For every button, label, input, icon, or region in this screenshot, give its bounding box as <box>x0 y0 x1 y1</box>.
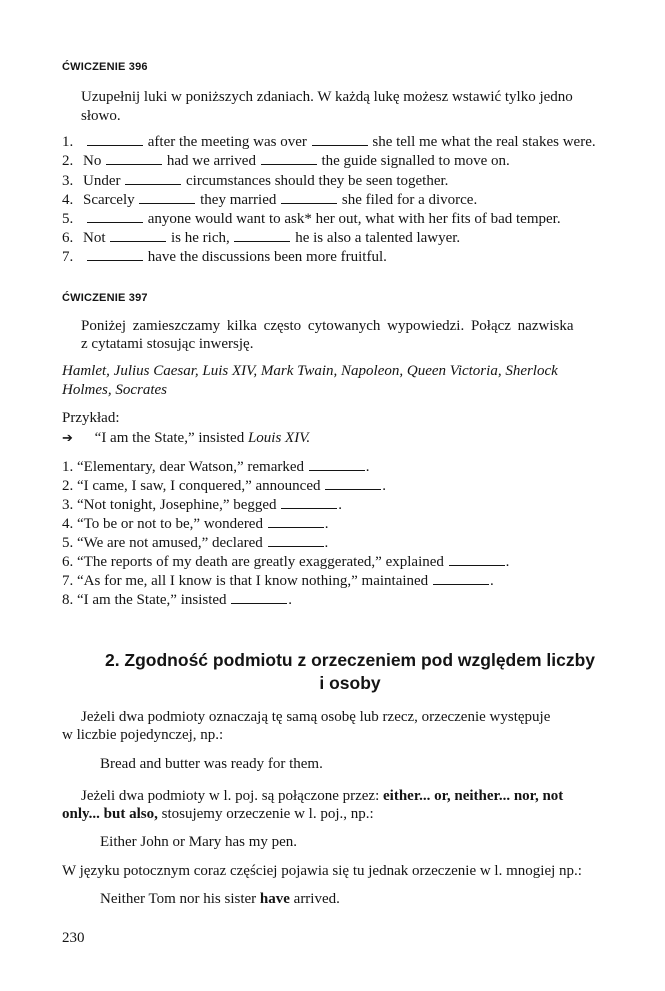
gap-blank <box>281 496 337 509</box>
paragraph-2-text: stosujemy orzeczenie w l. poj., np.: <box>161 806 374 822</box>
exercise-396-item <box>62 152 510 170</box>
page-number: 230 <box>62 930 85 946</box>
item-text: “Elementary, dear Watson,” remarked <box>77 459 305 475</box>
exercise-397-item: 1. “Elementary, dear Watson,” remarked . <box>62 459 370 475</box>
exercise-397-item: 5. “We are not amused,” declared . <box>62 535 329 551</box>
example-text: “I am the State,” insisted <box>94 430 245 446</box>
item-text: “Not tonight, Josephine,” begged <box>77 497 277 513</box>
item-text: she tell me what the real stakes were. <box>372 134 596 150</box>
item-number: 3. <box>62 173 74 189</box>
gap-blank <box>433 572 489 585</box>
example-sentence-1: Bread and butter was ready for them. <box>100 756 323 772</box>
conjunction-either-or: either... or, <box>383 788 451 804</box>
gap-blank <box>110 229 166 242</box>
exercise-397-instruction-line2: z cytatami stosując inwersję. <box>81 336 254 352</box>
gap-blank <box>312 133 368 146</box>
item-text: No <box>83 153 102 169</box>
gap-blank <box>281 191 337 204</box>
exercise-396-title: ĆWICZENIE 396 <box>62 61 148 73</box>
exercise-397-instruction-line1: Poniżej zamieszczamy kilka często cytowanych wypowiedzi. Połącz nazwiska <box>81 318 574 334</box>
example-label: Przykład: <box>62 410 120 426</box>
example-sentence-3 <box>100 891 340 908</box>
item-number: 4. <box>62 192 74 208</box>
exercise-397-item: 6. “The reports of my death are greatly exaggerated,” explained . <box>62 554 510 570</box>
gap-blank <box>106 152 162 165</box>
item-text: circumstances should they be seen together. <box>186 173 449 189</box>
gap-blank <box>449 553 505 566</box>
gap-blank <box>325 477 381 490</box>
names-list-line1: Hamlet, Julius Caesar, Luis XIV, Mark Twain, Napoleon, Queen Victoria, Sherlock <box>62 363 558 379</box>
item-text: the guide signalled to move on. <box>321 153 510 169</box>
exercise-396-instruction-line2: słowo. <box>81 108 121 124</box>
paragraph-2-text: Jeżeli dwa podmioty w l. poj. są połączone przez: <box>81 788 380 804</box>
item-number: 5. <box>62 211 74 227</box>
section-heading-line2: i osoby <box>319 673 381 693</box>
exercise-397-item: 7. “As for me, all I know is that I know nothing,” maintained . <box>62 573 494 589</box>
item-text: she filed for a divorce. <box>341 192 478 208</box>
item-number: 2. <box>62 153 74 169</box>
exercise-397-item: 8. “I am the State,” insisted . <box>62 592 293 608</box>
item-text: “The reports of my death are greatly exaggerated,” explained <box>77 554 444 570</box>
item-text: is he rich, <box>171 230 230 246</box>
item-text: Under <box>83 173 121 189</box>
exercise-396-item <box>62 191 477 209</box>
item-number: 2. <box>62 478 74 494</box>
example-name: Louis XIV. <box>247 430 311 446</box>
exercise-396-item <box>62 172 448 190</box>
exercise-396-item <box>62 133 596 151</box>
example-bold-verb: have <box>259 891 290 907</box>
gap-blank <box>261 152 317 165</box>
exercise-397-item: 4. “To be or not to be,” wondered . <box>62 516 329 532</box>
item-number: 3. <box>62 497 74 513</box>
example-sentence-2: Either John or Mary has my pen. <box>100 834 298 850</box>
pointing-hand-icon: ➔ <box>62 430 73 445</box>
item-number: 1. <box>62 134 74 150</box>
item-text: have the discussions been more fruitful. <box>147 249 387 265</box>
item-number: 5. <box>62 535 74 551</box>
paragraph-2-line1 <box>81 788 563 805</box>
item-text: they married <box>200 192 277 208</box>
item-number: 4. <box>62 516 74 532</box>
paragraph-1-line1: Jeżeli dwa podmioty oznaczają tę samą osobę lub rzecz, orzeczenie występuje <box>81 709 551 725</box>
conjunction-neither-nor: neither... nor, <box>454 788 539 804</box>
item-text: “I am the State,” insisted <box>77 592 227 608</box>
gap-blank <box>234 229 290 242</box>
paragraph-3: W języku potocznym coraz częściej pojawia się tu jednak orzeczenie w l. mnogiej np.: <box>62 863 582 879</box>
item-text: after the meeting was over <box>147 134 307 150</box>
item-number: 6. <box>62 230 74 246</box>
gap-blank <box>268 534 324 547</box>
gap-blank <box>87 210 143 223</box>
gap-blank <box>87 133 143 146</box>
item-text: Not <box>83 230 106 246</box>
paragraph-2-line2 <box>62 806 374 823</box>
item-number: 8. <box>62 592 74 608</box>
item-number: 7. <box>62 249 74 265</box>
item-number: 1. <box>62 459 74 475</box>
item-number: 7. <box>62 573 74 589</box>
example-text: Neither Tom nor his sister <box>100 891 257 907</box>
exercise-396-item <box>62 229 460 247</box>
section-heading-line1: 2. Zgodność podmiotu z orzeczeniem pod względem liczby <box>104 650 596 670</box>
item-text: “I came, I saw, I conquered,” announced <box>77 478 321 494</box>
exercise-396-instruction-line1: Uzupełnij luki w poniższych zdaniach. W każdą lukę możesz wstawić tylko jedno <box>81 89 573 105</box>
gap-blank <box>87 248 143 261</box>
names-list-line2: Holmes, Socrates <box>62 382 167 398</box>
gap-blank <box>139 191 195 204</box>
item-text: “As for me, all I know is that I know nothing,” maintained <box>77 573 429 589</box>
gap-blank <box>125 172 181 185</box>
gap-blank <box>309 458 365 471</box>
paragraph-1-line2: w liczbie pojedynczej, np.: <box>62 727 224 743</box>
exercise-397-item: 3. “Not tonight, Josephine,” begged . <box>62 497 343 513</box>
exercise-396-item <box>62 248 387 266</box>
gap-blank <box>268 515 324 528</box>
conjunction-not: not <box>542 788 564 804</box>
exercise-396-item <box>62 210 561 228</box>
conjunction-not-only-but-also: only... but also, <box>62 806 158 822</box>
item-text: “To be or not to be,” wondered <box>77 516 263 532</box>
item-text: anyone would want to ask* her out, what with her fits of bad temper. <box>147 211 561 227</box>
example-text: arrived. <box>293 891 340 907</box>
example-line <box>62 429 310 447</box>
exercise-397-title: ĆWICZENIE 397 <box>62 292 148 304</box>
item-text: Scarcely <box>83 192 135 208</box>
exercise-397-item: 2. “I came, I saw, I conquered,” announced . <box>62 478 386 494</box>
item-text: had we arrived <box>166 153 256 169</box>
item-number: 6. <box>62 554 74 570</box>
item-text: “We are not amused,” declared <box>77 535 263 551</box>
gap-blank <box>231 591 287 604</box>
item-text: he is also a talented lawyer. <box>295 230 461 246</box>
